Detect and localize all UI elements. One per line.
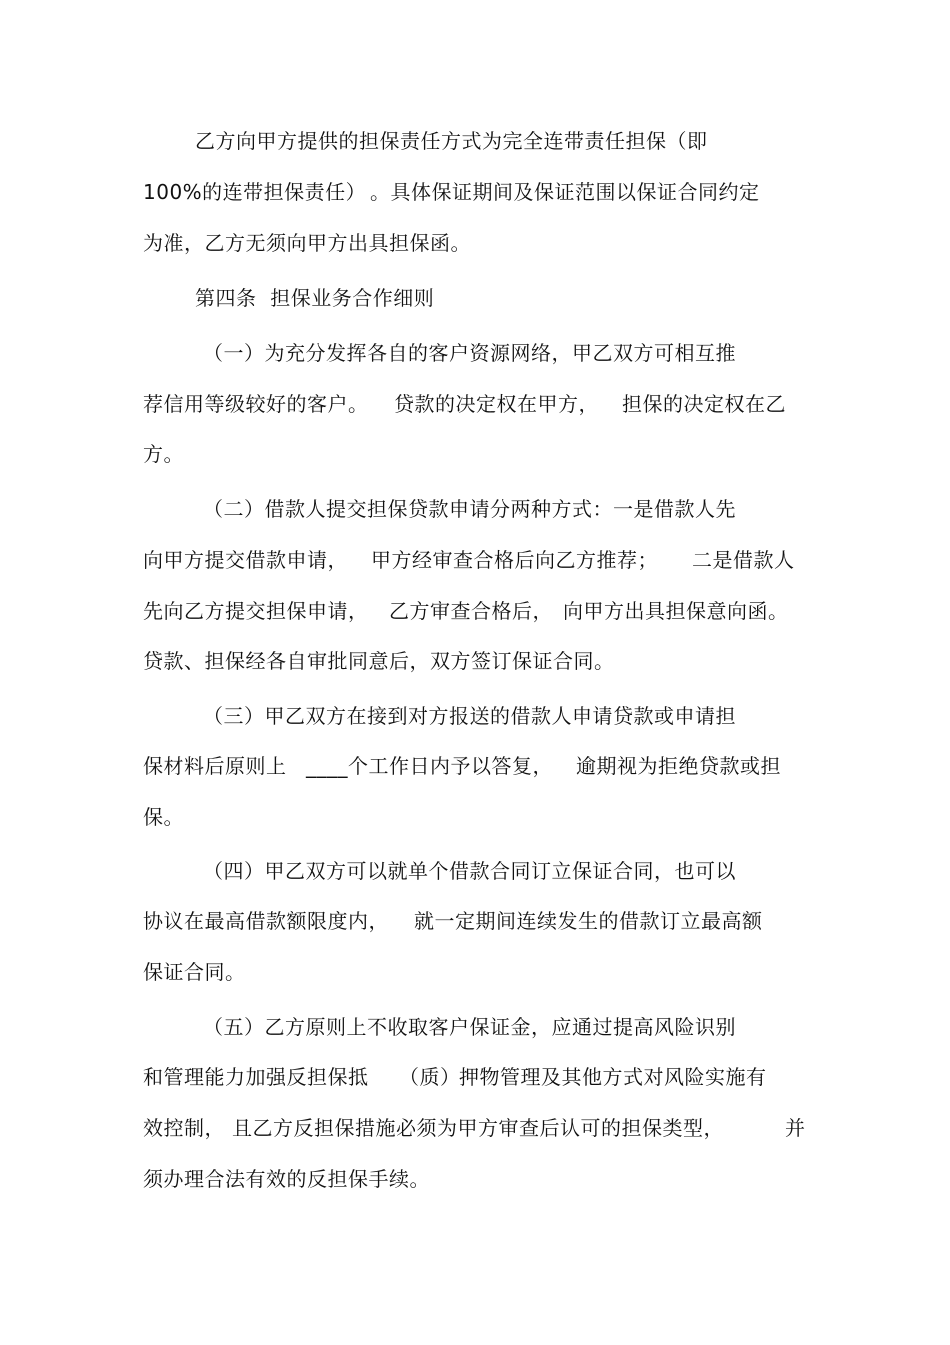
text-line [0, 596, 789, 626]
text-segment: 甲方经审查合格后向乙方推荐； [371, 548, 658, 572]
text-segment: 方。 [143, 442, 184, 466]
text-segment: 二是借款人 [692, 548, 795, 572]
text-line [0, 906, 763, 936]
text-line [0, 751, 781, 781]
text-segment: （三）甲乙双方在接到对方报送的借款人申请贷款或申请担 [203, 704, 736, 728]
text-line [0, 802, 184, 832]
text-line [0, 646, 615, 676]
text-segment: 。具体保证期间及保证范围以保证合同约定 [370, 180, 760, 204]
text-segment: 协议在最高借款额限度内， [143, 909, 389, 933]
text-line [0, 545, 795, 575]
text-line [0, 177, 760, 207]
text-segment: 乙方审查合格后， [389, 599, 553, 623]
text-segment: 100%的连带担保责任） [143, 180, 367, 204]
text-line [0, 1113, 806, 1143]
text-segment: 押物管理及其他方式对风险实施有 [459, 1065, 767, 1089]
text-segment: 保证合同。 [143, 960, 246, 984]
text-segment: （一）为充分发挥各自的客户资源网络，甲乙双方可相互推 [203, 341, 736, 365]
text-segment: 保材料后原则上 [143, 754, 287, 778]
text-line [0, 1012, 736, 1042]
text-segment: 须办理合法有效的反担保手续。 [143, 1167, 430, 1191]
text-segment: ____个工作日内予以答复， [306, 754, 553, 778]
text-line [0, 701, 736, 731]
text-segment: 荐信用等级较好的客户。 [143, 392, 369, 416]
text-segment: 贷款、担保经各自审批同意后，双方签订保证合同。 [143, 649, 615, 673]
text-segment: （五）乙方原则上不收取客户保证金，应通过提高风险识别 [203, 1015, 736, 1039]
text-line [0, 338, 736, 368]
text-line [0, 494, 736, 524]
text-line [0, 957, 246, 987]
text-segment: 向甲方出具担保意向函。 [563, 599, 789, 623]
text-segment: （二）借款人提交担保贷款申请分两种方式：一是借款人先 [203, 497, 736, 521]
text-segment: 和管理能力加强反担保抵 [143, 1065, 369, 1089]
text-segment: 保。 [143, 805, 184, 829]
text-line [0, 1164, 430, 1194]
text-segment: 担保的决定权在乙 [622, 392, 786, 416]
text-segment: 逾期视为拒绝贷款或担 [576, 754, 781, 778]
text-segment: 为准，乙方无须向甲方出具担保函。 [143, 231, 471, 255]
text-segment: 并 [785, 1116, 806, 1140]
text-segment: 先向乙方提交担保申请， [143, 599, 369, 623]
text-line [0, 389, 786, 419]
text-segment: 贷款的决定权在甲方， [394, 392, 599, 416]
text-line [0, 126, 708, 156]
text-line [0, 228, 471, 258]
article-heading-text: 第四条 担保业务合作细则 [195, 286, 435, 310]
text-line [0, 439, 184, 469]
text-segment: 且乙方反担保措施必须为甲方审查后认可的担保类型， [232, 1116, 724, 1140]
article-heading [0, 283, 435, 313]
text-segment: 乙方向甲方提供的担保责任方式为完全连带责任担保（即 [195, 129, 708, 153]
text-segment: 效控制， [143, 1116, 225, 1140]
text-segment: 就一定期间连续发生的借款订立最高额 [414, 909, 763, 933]
text-segment: （质） [399, 1065, 461, 1089]
text-segment: （四）甲乙双方可以就单个借款合同订立保证合同，也可以 [203, 859, 736, 883]
text-line [0, 1062, 767, 1092]
text-segment: 向甲方提交借款申请， [143, 548, 348, 572]
text-line [0, 856, 736, 886]
